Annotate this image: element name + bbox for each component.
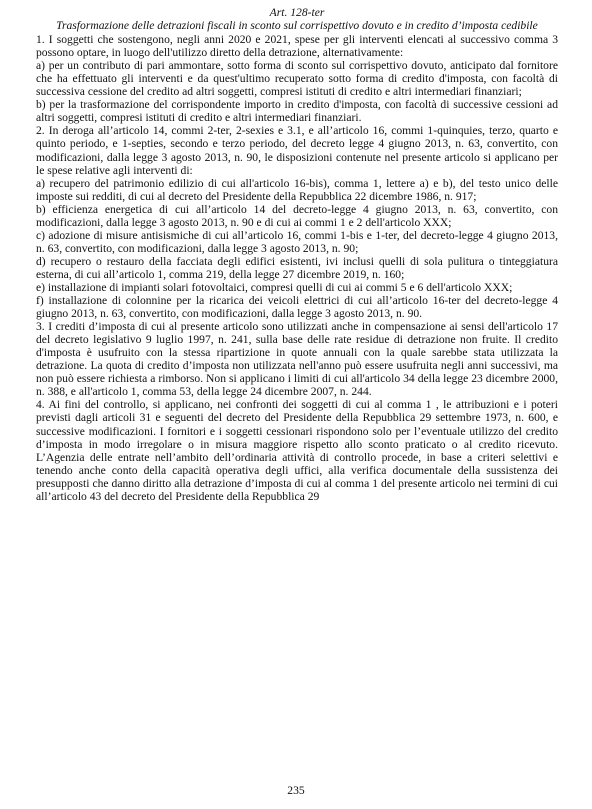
paragraph-comma-2-letter-d: d) recupero o restauro della facciata degli edifici esistenti, ivi inclusi quelli di sola pulitura o tinteggiatura esterna, di cui all’articolo 1, comma 219, della legge 27 dicembre 2019, n. 160; [36,254,558,281]
paragraph-comma-2-letter-b: b) efficienza energetica di cui all’articolo 14 del decreto-legge 4 giugno 2013, n. 63, convertito, con modificazioni, dalla legge 3 agosto 2013, n. 90 e di cui ai commi 1 e 2 dell'articolo XXX; [36,202,558,229]
page-number: 235 [287,784,305,797]
paragraph-comma-4: 4. Ai fini del controllo, si applicano, nei confronti dei soggetti di cui al comma 1 , le attribuzioni e i poteri previsti dagli articoli 31 e seguenti del decreto del Presidente della Repubblica 29 settembre 1973, n. 600, e successive modificazioni. I fornitori e i soggetti cessionari rispondono solo per l’eventuale utilizzo del credito d’imposta in modo irregolare o in misura maggiore rispetto allo sconto praticato o al credito ricevuto. L’Agenzia delle entrate nell’ambito dell’ordinaria attività di controllo procede, in base a criteri selettivi e tenendo anche conto della capacità operativa degli uffici, alla verifica documentale della sussistenza dei presupposti che danno diritto alla detrazione d’imposta di cui al comma 1 del presente articolo nei termini di cui all’articolo 43 del decreto del Presidente della Repubblica 29 [36,398,558,503]
article-heading: Trasformazione delle detrazioni fiscali in sconto sul corrispettivo dovuto e in credito d’imposta cedibile [56,19,538,33]
paragraph-comma-1-letter-a: a) per un contributo di pari ammontare, sotto forma di sconto sul corrispettivo dovuto, anticipato dal fornitore che ha effettuato gli interventi e da quest'ultimo recuperato sotto forma di credito d'imposta, con facoltà di successiva cessione del credito ad altri soggetti, compresi istituti di credito e altri intermediari finanziari; [36,59,558,99]
paragraph-comma-2: 2. In deroga all’articolo 14, commi 2-ter, 2-sexies e 3.1, e all’articolo 16, commi 1-quinquies, terzo, quarto e quinto periodo, e 1-septies, secondo e terzo periodo, del decreto legge 4 giugno 2013, n. 63, convertito, con modificazioni, dalla legge 3 agosto 2013, n. 90, le disposizioni contenute nel presente articolo si applicano per le spese relative agli interventi di: [36,124,558,177]
paragraph-comma-2-letter-e: e) installazione di impianti solari fotovoltaici, compresi quelli di cui ai commi 5 e 6 dell'articolo XXX; [36,280,513,294]
paragraph-comma-2-letter-f: f) installazione di colonnine per la ricarica dei veicoli elettrici di cui all’articolo 16-ter del decreto-legge 4 giugno 2013, n. 63, convertito, con modificazioni, dalla legge 3 agosto 2013, n. 90. [36,294,558,321]
paragraph-comma-2-letter-c: c) adozione di misure antisismiche di cui all’articolo 16, commi 1-bis e 1-ter, del decreto-legge 4 giugno 2013, n. 63, convertito, con modificazioni, dalla legge 3 agosto 2013, n. 90; [36,228,558,255]
document-page [36,6,558,503]
paragraph-comma-2-letter-a: a) recupero del patrimonio edilizio di cui all'articolo 16-bis), comma 1, lettere a) e b), del testo unico delle imposte sui redditi, di cui al decreto del Presidente della Repubblica 22 dicembre 1986, n. 917; [36,176,558,203]
paragraph-comma-1-letter-b: b) per la trasformazione del corrispondente importo in credito d'imposta, con facoltà di successive cessioni ad altri soggetti, compresi istituti di credito e altri intermediari finanziari. [36,98,558,125]
article-number: Art. 128-ter [269,6,325,19]
paragraph-comma-1: 1. I soggetti che sostengono, negli anni 2020 e 2021, spese per gli interventi elencati al successivo comma 3 possono optare, in luogo dell'utilizzo diretto della detrazione, alternativamente: [36,33,558,60]
paragraph-comma-3: 3. I crediti d’imposta di cui al presente articolo sono utilizzati anche in compensazione ai sensi dell'articolo 17 del decreto legislativo 9 luglio 1997, n. 241, sulla base delle rate residue di detrazione non fruite. Il credito d'imposta è usufruito con la stessa ripartizione in quote annuali con la quale sarebbe stata utilizzata la detrazione. La quota di credito d’imposta non utilizzata nell'anno può essere usufruita negli anni successivi, ma non può essere richiesta a rimborso. Non si applicano i limiti di cui all'articolo 34 della legge 23 dicembre 2000, n. 388, e all'articolo 1, comma 53, della legge 24 dicembre 2007, n. 244. [36,320,558,399]
